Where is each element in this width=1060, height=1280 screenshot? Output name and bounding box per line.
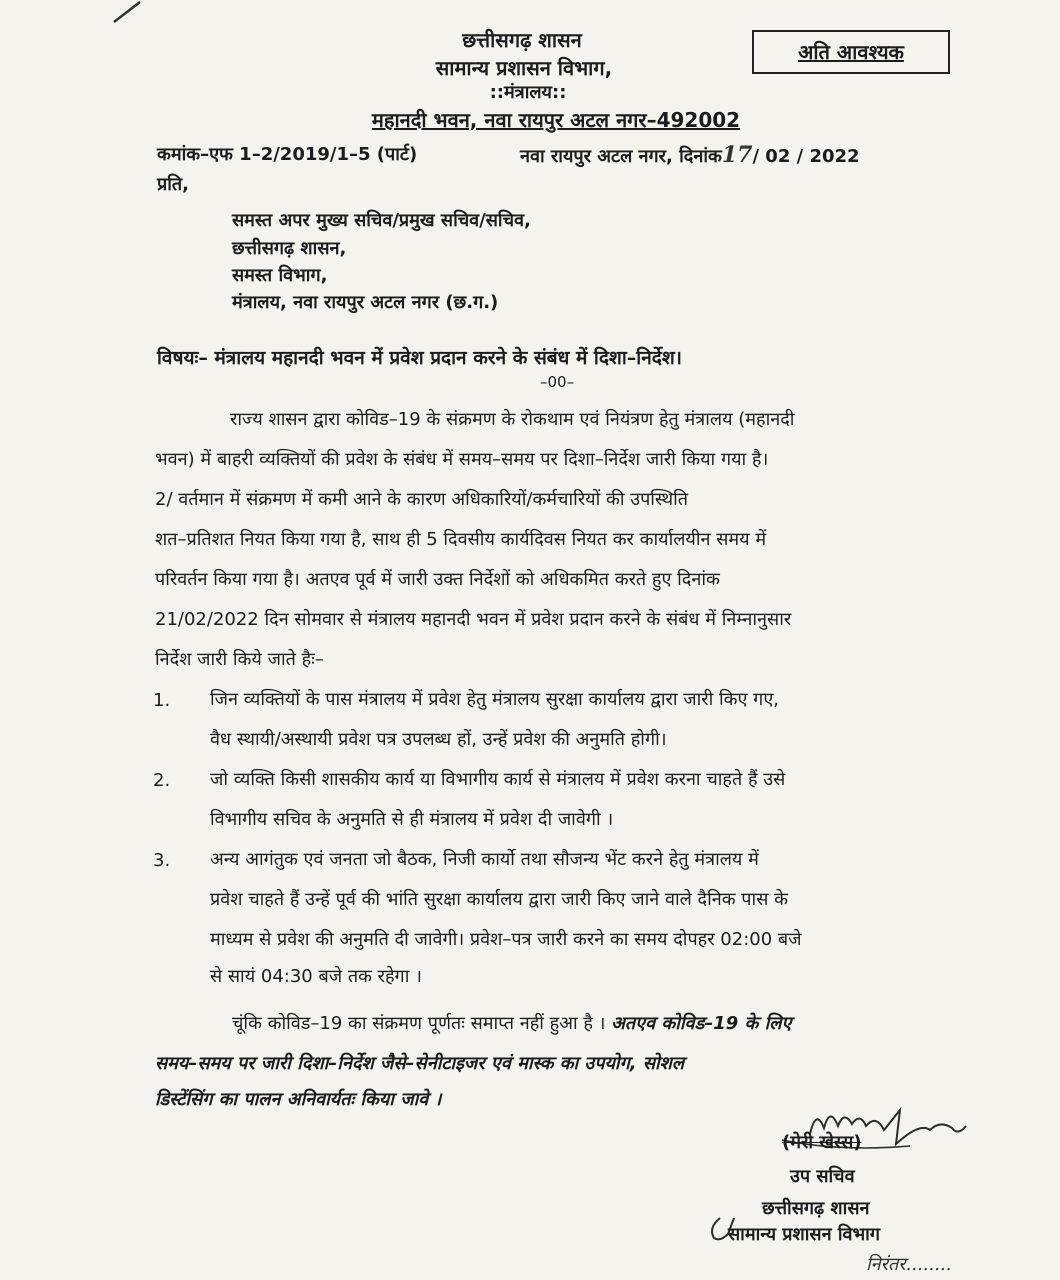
divider-mark: –00– <box>540 373 575 391</box>
closing-italic: अतएव कोविड–19 के लिए <box>611 1013 792 1034</box>
para2-line-4: 21/02/2022 दिन सोमवार से मंत्रालय महानदी भवन में प्रवेश प्रदान करने के संबंध में निम्नानुसार <box>155 609 792 630</box>
header-line3: ::मंत्रालय:: <box>489 82 567 103</box>
item-3-line-4: से सायं 04:30 बजे तक रहेगा । <box>210 966 422 987</box>
header-line4: महानदी भवन, नवा रायपुर अटल नगर–492002 <box>371 108 741 132</box>
continued-note: निरंतर........ <box>866 1254 952 1275</box>
item-3-line-2: प्रवेश चाहते हैं उन्हें पूर्व की भांति सुरक्षा कार्यालय द्वारा जारी किए जाने वाले दैनिक पास के <box>210 889 788 910</box>
item-2-number: 2. <box>153 770 171 791</box>
closing-line-1 <box>232 1014 791 1034</box>
urgent-stamp: अति आवश्यक <box>752 30 950 74</box>
place-date-prefix: नवा रायपुर अटल नगर, दिनांक <box>520 146 722 167</box>
item-2-line-2: विभागीय सचिव के अनुमति से ही मंत्रालय में प्रवेश दी जावेगी । <box>210 809 614 830</box>
header-line2: सामान्य प्रशासन विभाग, <box>435 56 613 80</box>
item-3-line-1: अन्य आगंतुक एवं जनता जो बैठक, निजी कार्यो तथा सौजन्य भेंट करने हेतु मंत्रालय में <box>210 849 759 870</box>
closing-normal: चूंकि कोविड–19 का संक्रमण पूर्णतः समाप्त नहीं हुआ है । <box>232 1013 606 1034</box>
to-line-4: मंत्रालय, नवा रायपुर अटल नगर (छ.ग.) <box>232 292 499 313</box>
signatory-org1: छत्तीसगढ़ शासन <box>762 1198 870 1219</box>
to-line-3: समस्त विभाग, <box>232 265 328 286</box>
signatory-designation: उप सचिव <box>790 1166 855 1187</box>
para2-line-3: परिवर्तन किया गया है। अतएव पूर्व में जारी उक्त निर्देशों को अधिकमित करते हुए दिनांक <box>155 569 720 590</box>
para2-line-2: शत–प्रतिशत नियत किया गया है, साथ ही 5 दिवसीय कार्यदिवस नियत कर कार्यालयीन समय में <box>155 529 767 550</box>
signatory-name: (मेरी खेस्स) <box>782 1132 862 1153</box>
item-1-line-1: जिन व्यक्तियों के पास मंत्रालय में प्रवेश हेतु मंत्रालय सुरक्षा कार्यालय द्वारा जारी किए गए, <box>210 689 779 710</box>
item-3-number: 3. <box>153 850 171 871</box>
item-1-line-2: वैध स्थायी/अस्थायी प्रवेश पत्र उपलब्ध हों, उन्हें प्रवेश की अनुमति होगी। <box>210 729 667 750</box>
item-1-number: 1. <box>153 690 171 711</box>
closing-line-2: समय–समय पर जारी दिशा–निर्देश जैसे–सेनीटाइजर एवं मास्क का उपयोग, सोशल <box>155 1053 685 1074</box>
date-rest: / 02 / 2022 <box>752 146 860 167</box>
reference-date <box>520 142 860 168</box>
signatory-org2: सामान्य प्रशासन विभाग <box>728 1224 880 1245</box>
item-2-line-1: जो व्यक्ति किसी शासकीय कार्य या विभागीय कार्य से मंत्रालय में प्रवेश करना चाहते हैं उसे <box>210 769 786 790</box>
para1-line-2: भवन) में बाहरी व्यक्तियों की प्रवेश के संबंध में समय–समय पर दिशा–निर्देश जारी किया गया है। <box>155 449 769 470</box>
date-day: 17 <box>721 142 753 168</box>
para2-line-5: निर्देश जारी किये जाते हैः– <box>155 649 324 670</box>
to-line-2: छत्तीसगढ़ शासन, <box>232 238 347 259</box>
closing-line-3: डिस्टेंसिंग का पालन अनिवार्यतः किया जावे । <box>155 1089 442 1110</box>
to-line-1: समस्त अपर मुख्य सचिव/प्रमुख सचिव/सचिव, <box>232 210 531 231</box>
subject-line: विषयः– मंत्रालय महानदी भवन में प्रवेश प्रदान करने के संबंध में दिशा–निर्देश। <box>157 347 682 369</box>
header-line1: छत्तीसगढ़ शासन <box>462 28 582 52</box>
item-3-line-3: माध्यम से प्रवेश की अनुमति दी जावेगी। प्रवेश–पत्र जारी करने का समय दोपहर 02:00 बजे <box>210 929 802 950</box>
pen-mark <box>112 0 142 24</box>
para1-line-1: राज्य शासन द्वारा कोविड–19 के संक्रमण के रोकथाम एवं नियंत्रण हेतु मंत्रालय (महानदी <box>230 409 795 430</box>
para2-line-1: 2/ वर्तमान में संक्रमण में कमी आने के कारण अधिकारियों/कर्मचारियों की उपस्थिति <box>155 489 689 510</box>
reference-number: कमांक–एफ 1–2/2019/1–5 (पार्ट) <box>157 144 418 165</box>
to-label: प्रति, <box>157 174 190 195</box>
